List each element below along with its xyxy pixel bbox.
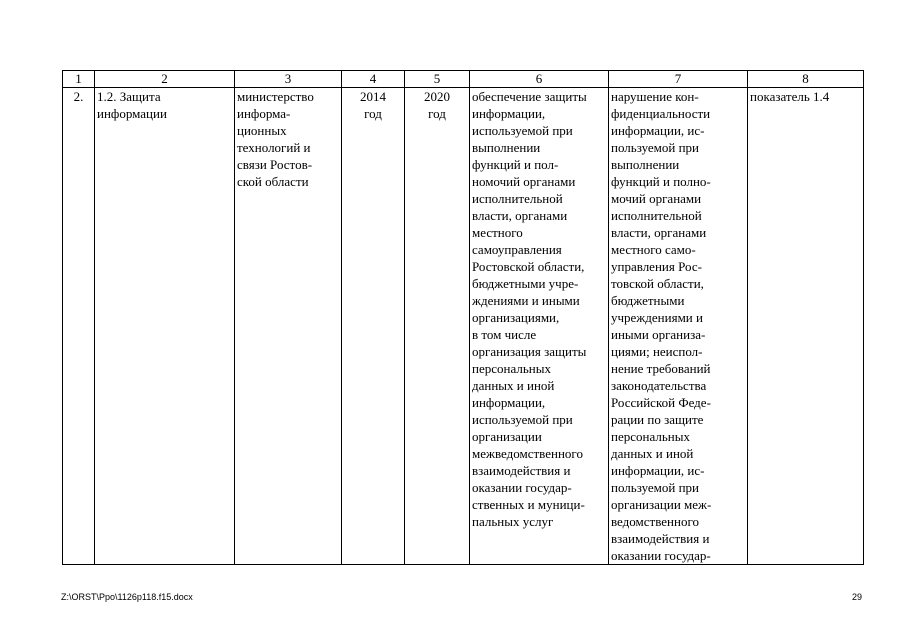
column-header-6: 6 (470, 71, 609, 88)
non-implementation-consequences: нарушение кон- фиденциальности информации, ис- пользуемой при выполнении функций и полно- мочий органами исполнительной власти, органами местного само- управления Рос- товской области, бюджетными учреждениями и иными организа- циями; неиспол- нение требований законодательства Российской Феде- рации по защите персональных данных и иной информации, ис- пользуемой при организации меж- ведомственного взаимодействия и оказании государ- (609, 88, 748, 565)
start-year: 2014 год (342, 88, 405, 565)
header-row (63, 71, 864, 88)
related-indicator: показатель 1.4 (748, 88, 864, 565)
column-header-4: 4 (342, 71, 405, 88)
row-number: 2. (63, 88, 95, 565)
column-header-1: 1 (63, 71, 95, 88)
table-row (63, 88, 864, 565)
column-header-5: 5 (405, 71, 470, 88)
end-year: 2020 год (405, 88, 470, 565)
measure-title: 1.2. Защита информации (95, 88, 235, 565)
document-table (62, 70, 864, 565)
column-header-3: 3 (235, 71, 342, 88)
column-header-2: 2 (95, 71, 235, 88)
column-header-7: 7 (609, 71, 748, 88)
column-header-8: 8 (748, 71, 864, 88)
responsible-executor: министерство информа- ционных технологий и связи Ростов- ской области (235, 88, 342, 565)
expected-result: обеспечение защиты информации, используемой при выполнении функций и пол- номочий органами исполнительной власти, органами местного самоуправления Ростовской области, бюджетными учре- ждениями и иными организациями, в том числе организация защиты персональных данных и иной информации, используемой при организации межведомственного взаимодействия и оказании государ- ственных и муници- пальных услуг (470, 88, 609, 565)
file-path: Z:\ORST\Ppo\1126p118.f15.docx (61, 592, 193, 602)
page-number: 29 (851, 592, 862, 602)
